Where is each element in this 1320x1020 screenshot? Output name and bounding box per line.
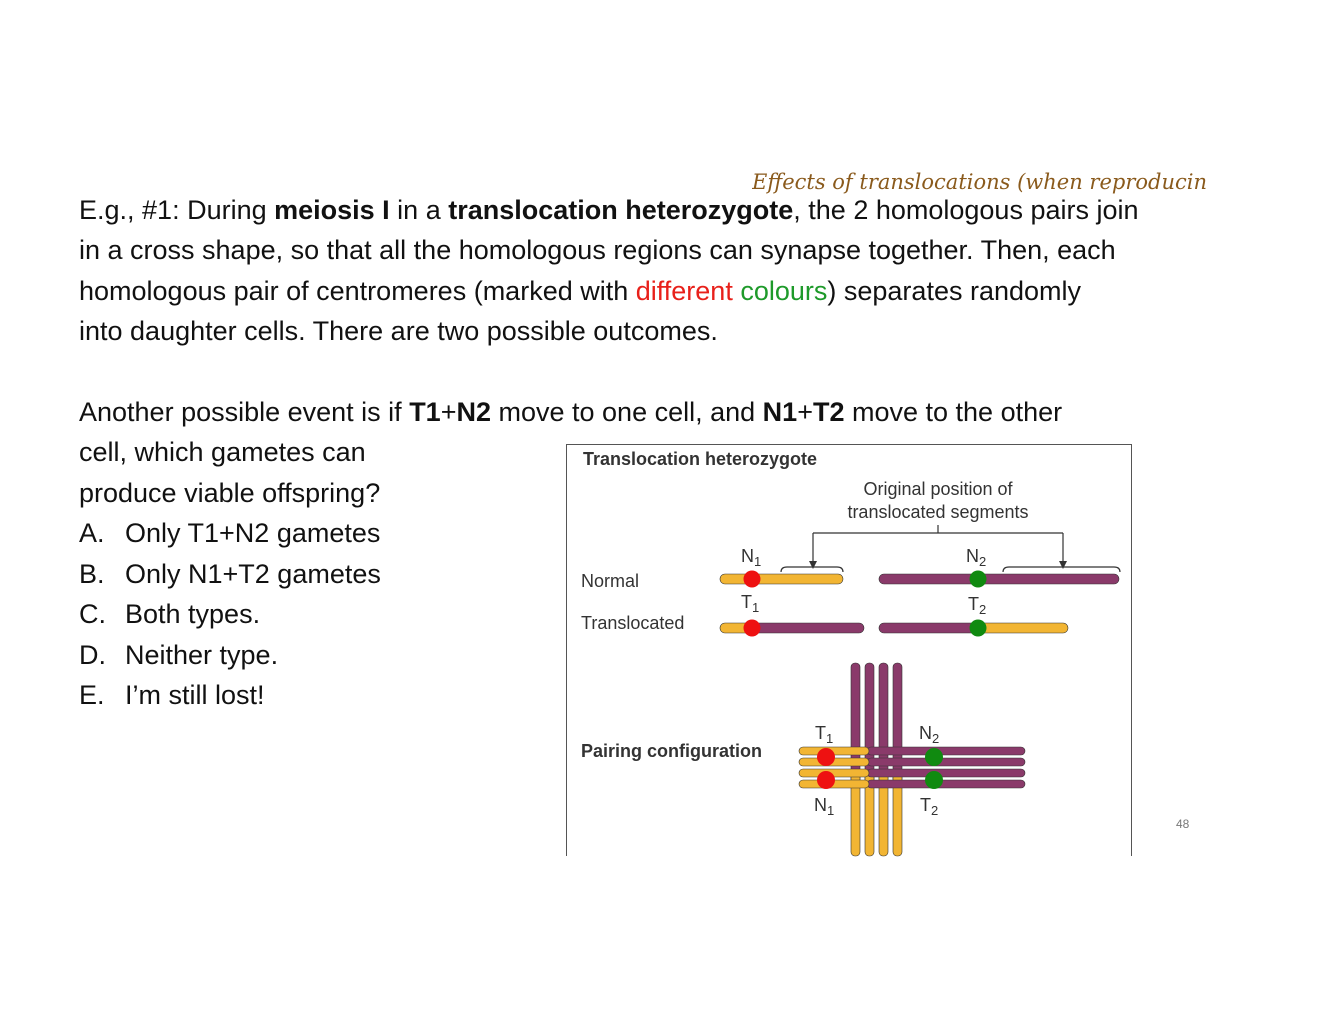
bold-term: translocation heterozygote <box>448 195 794 225</box>
bold-term: N1 <box>762 397 798 427</box>
text-run: , the 2 homologous pairs join <box>793 195 1139 225</box>
bold-term: T2 <box>812 397 845 427</box>
label-n1 <box>741 546 761 569</box>
question-line: cell, which gametes can <box>79 437 366 467</box>
label-subscript: 1 <box>826 731 834 746</box>
green-word: colours <box>740 276 828 306</box>
option-letter: D. <box>79 639 106 670</box>
text-run: move to one cell, and <box>491 397 763 427</box>
paragraph-line <box>79 190 1139 230</box>
normal-label: Normal <box>581 571 640 591</box>
page-number: 48 <box>1176 817 1190 831</box>
option-letter: A. <box>79 518 105 548</box>
pairing-label-n1 <box>814 795 834 818</box>
option-e <box>79 675 381 716</box>
label-text: N <box>741 546 754 566</box>
red-word: different <box>635 276 733 306</box>
option-text: Only T1+N2 gametes <box>125 518 381 548</box>
bold-term: T1 <box>409 397 441 427</box>
label-t1 <box>741 592 759 615</box>
chromosome-n1 <box>720 574 843 584</box>
centromere-t1 <box>744 620 761 637</box>
text-run: ) separates randomly <box>827 276 1082 306</box>
translocated-label: Translocated <box>581 613 685 633</box>
text-run: + <box>797 397 813 427</box>
option-a <box>79 513 381 554</box>
option-d <box>79 635 381 676</box>
centromere-t2 <box>970 620 987 637</box>
label-subscript: 1 <box>827 803 835 818</box>
label-subscript: 2 <box>932 731 940 746</box>
label-subscript: 1 <box>754 554 762 569</box>
bold-term: meiosis I <box>274 195 390 225</box>
option-c <box>79 594 381 635</box>
label-text: T <box>920 795 931 815</box>
option-letter: B. <box>79 558 105 589</box>
text-run: Another possible event is if <box>79 397 410 427</box>
pairing-label: Pairing configuration <box>581 741 763 761</box>
pairing-label-t2 <box>920 795 938 818</box>
paragraph-line: into daughter cells. There are two possible outcomes. <box>79 316 718 346</box>
option-b <box>79 554 381 595</box>
bracket-arrows <box>781 525 1120 572</box>
text-run: move to the other <box>844 397 1063 427</box>
text-run: homologous pair of centromeres (marked with <box>79 276 636 306</box>
pairing-centromere-t2 <box>925 771 943 789</box>
option-letter: E. <box>79 680 105 710</box>
label-text: T <box>968 594 979 614</box>
label-text: T <box>741 592 752 612</box>
pairing-centromere-t1 <box>817 748 835 766</box>
bold-term: N2 <box>456 397 491 427</box>
text-run: in a <box>389 195 449 225</box>
paragraph-line <box>79 271 1081 311</box>
label-subscript: 2 <box>979 554 987 569</box>
label-n2 <box>966 546 986 569</box>
option-text: Both types. <box>125 599 261 629</box>
label-subscript: 2 <box>931 803 939 818</box>
option-letter: C. <box>79 599 106 629</box>
option-text: I’m still lost! <box>125 680 265 710</box>
label-subscript: 2 <box>979 602 987 617</box>
chromosome-n2-right <box>979 574 1119 584</box>
figure-title: Translocation heterozygote <box>583 449 818 469</box>
arrow-head <box>809 561 817 569</box>
translocation-figure <box>566 444 1132 856</box>
text-run: E.g., #1: During <box>79 195 275 225</box>
label-subscript: 1 <box>752 600 760 615</box>
centromere-n1 <box>744 571 761 588</box>
chromosome-t1-purple <box>753 623 864 633</box>
label-text: N <box>966 546 979 566</box>
translocated-segments-label: translocated segments <box>847 502 1029 522</box>
label-text: T <box>815 723 826 743</box>
pairing-centromere-n2 <box>925 748 943 766</box>
question-line: produce viable offspring? <box>79 478 381 508</box>
arrow-head <box>1059 561 1067 569</box>
pairing-label-t1 <box>815 723 833 746</box>
original-position-label: Original position of <box>863 479 1013 499</box>
question-line <box>79 392 1062 432</box>
chromosome-t2-purple <box>879 623 984 633</box>
chromosome-t2-yellow <box>975 623 1068 633</box>
pairing-centromere-n1 <box>817 771 835 789</box>
paragraph-line: in a cross shape, so that all the homologous regions can synapse together. Then, each <box>79 235 1116 265</box>
label-text: N <box>919 723 932 743</box>
text-run: + <box>440 397 457 427</box>
centromere-n2 <box>970 571 987 588</box>
answer-options <box>79 513 381 716</box>
option-text: Neither type. <box>125 639 279 670</box>
option-text: Only N1+T2 gametes <box>125 558 381 589</box>
slide-title: Effects of translocations (when reproducin <box>752 170 1207 194</box>
figure-svg <box>567 445 1133 857</box>
label-text: N <box>814 795 827 815</box>
label-t2 <box>968 594 986 617</box>
pairing-label-n2 <box>919 723 939 746</box>
